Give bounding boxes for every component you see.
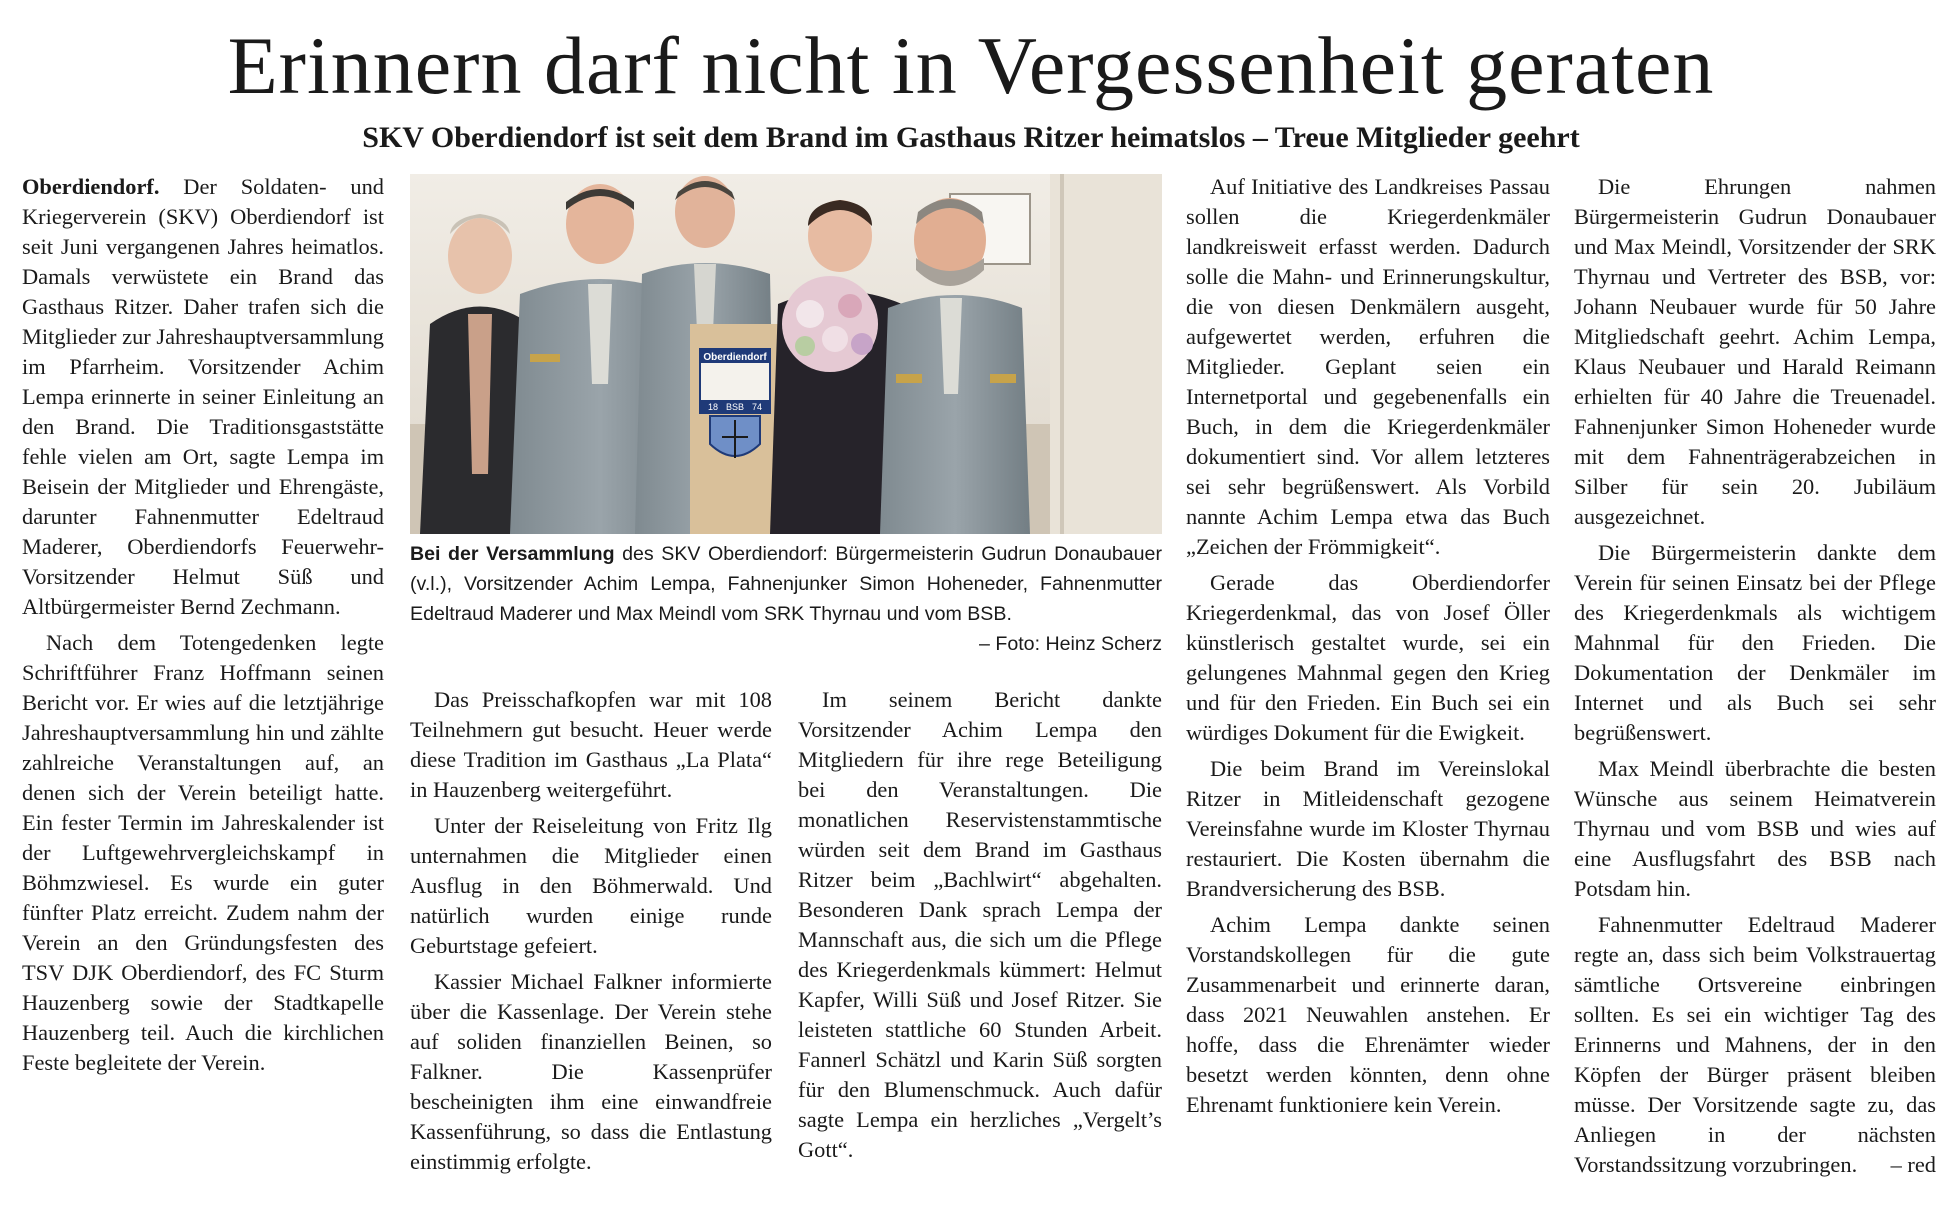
group-photo-illustration [410,174,1162,534]
stand-sign-place: Oberdiendorf [703,352,767,363]
paragraph [1574,910,1936,1180]
dateline-place: Oberdiendorf. [22,174,160,199]
column-4 [1186,172,1550,1126]
column-5 [1574,172,1936,1186]
paragraph-text: Der Soldaten- und Kriegerverein (SKV) Oberdiendorf ist seit Juni vergangenen Jahres heimatlos. Damals verwüstete ein Brand das Gasthaus Ritzer. Daher trafen sich die Mitglieder zur Jahreshauptversammlung im Pfarrheim. Vorsitzender Achim Lempa erinnerte in seiner Einleitung an den Brand. Die Traditionsgaststätte fehle vielen am Ort, sagte Lempa im Beisein der Mitglieder und Ehrengäste, darunter Fahnenmutter Edeltraud Maderer, Oberdiendorfs Feuerwehr-Vorsitzender Helmut Süß und Altbürgermeister Bernd Zechmann. [22,174,384,619]
paragraph: Nach dem Totengedenken legte Schriftführer Franz Hoffmann seinen Bericht vor. Er wies auf die letztjährige Jahreshauptversammlung hin und zählte zahlreiche Veranstaltungen auf, an denen sich der Verein beteiligt hatte. Ein fester Termin im Jahreskalender ist der Luftgewehrvergleichskampf in Böhmzwiesel. Es wurde ein guter fünfter Platz erreicht. Zudem nahm der Verein an den Gründungsfesten des TSV DJK Oberdiendorf, des FC Sturm Hauzenberg sowie der Stadtkapelle Hauzenberg teil. Auch die kirchlichen Feste begleitete der Verein. [22,630,384,1075]
paragraph: Unter der Reiseleitung von Fritz Ilg unternahmen die Mitglieder einen Ausflug in den Böhmerwald. Und natürlich wurden einige runde Geburtstage gefeiert. [410,813,772,958]
stand-sign-year-left: 18 [708,402,719,412]
paragraph: Max Meindl überbrachte die besten Wünsche aus seinem Heimatverein Thyrnau und vom BSB und wies auf eine Ausflugsfahrt des BSB nach Potsdam hin. [1574,756,1936,901]
paragraph: Die Bürgermeisterin dankte dem Verein für seinen Einsatz bei der Pflege des Kriegerdenkmals als wichtigem Mahnmal für den Frieden. Die Dokumentation der Denkmäler im Internet und als Buch sei sehr begrüßenswert. [1574,540,1936,745]
column-1 [22,172,384,1084]
photo-credit: – Foto: Heinz Scherz [979,633,1162,655]
paragraph [22,172,384,622]
photo-caption [410,539,1162,659]
paragraph: Das Preisschafkopfen war mit 108 Teilnehmern gut besucht. Heuer werde diese Tradition im Gasthaus „La Plata“ in Hauzenberg weitergeführt. [410,687,772,802]
paragraph: Gerade das Oberdiendorfer Kriegerdenkmal, das von Josef Öller künstlerisch gestaltet wurde, sei ein gelungenes Mahnmal gegen den Krieg und für den Frieden. Ein Buch sei ein würdiges Dokument für die Ewigkeit. [1186,570,1550,745]
caption-lead: Bei der Versammlung [410,543,615,565]
paragraph: Kassier Michael Falkner informierte über die Kassenlage. Der Verein stehe auf soliden finanziellen Beinen, so Falkner. Die Kassenprüfer bescheinigten ihm eine einwandfreie Kassenführung, so dass die Entlastung einstimmig erfolgte. [410,969,772,1174]
headline: Erinnern darf nicht in Vergessenheit geraten [227,20,1715,111]
paragraph: Die Ehrungen nahmen Bürgermeisterin Gudrun Donaubauer und Max Meindl, Vorsitzender der SRK Thyrnau und Vertreter des BSB, vor: Johann Neubauer wurde für 50 Jahre Mitgliedschaft geehrt. Achim Lempa, Klaus Neubauer und Harald Reimann erhielten für 40 Jahre die Treuenadel. Fahnenjunker Simon Hoheneder wurde mit dem Fahnenträgerabzeichen in Silber für sein 20. Jubiläum ausgezeichnet. [1574,174,1936,529]
paragraph: Achim Lempa dankte seinen Vorstandskollegen für die gute Zusammenarbeit und erinnerte daran, dass 2021 Neuwahlen anstehen. Er hoffe, dass die Ehrenämter wieder besetzt werden könnten, denn ohne Ehrenamt funktioniere kein Verein. [1186,912,1550,1117]
paragraph: Die beim Brand im Vereinslokal Ritzer in Mitleidenschaft gezogene Vereinsfahne wurde im Kloster Thyrnau restauriert. Die Kosten übernahm die Brandversicherung des BSB. [1186,756,1550,901]
caption-text: des SKV Oberdiendorf: Bürgermeisterin Gudrun Donaubauer (v.l.), Vorsitzender Achim Lempa, Fahnenjunker Simon Hoheneder, Fahnenmutter Edeltraud Maderer und Max Meindl vom SRK Thyrnau und vom BSB. [410,543,1162,625]
paragraph: Auf Initiative des Landkreises Passau sollen die Kriegerdenkmäler landkreisweit erfasst werden. Dadurch solle die Mahn- und Erinnerungskultur, die von diesen Denkmälern ausgeht, aufgewertet werden, erfuhren die Mitglieder. Geplant seien ein Internetportal und gegebenenfalls ein Buch, in dem die Kriegerdenkmäler dokumentiert sind. Vor allem letzteres sei sehr begrüßenswert. Als Vorbild nannte Achim Lempa etwa das Buch „Zeichen der Frömmigkeit“. [1186,174,1550,559]
author-signature: – red [1890,1152,1936,1177]
column-2 [410,685,772,1183]
stand-sign-org: BSB [725,402,745,412]
subheadline: SKV Oberdiendorf ist seit dem Brand im Gasthaus Ritzer heimatslos – Treue Mitglieder geehrt [362,121,1580,154]
article-photo [410,174,1162,534]
paragraph-text: Fahnenmutter Edeltraud Maderer regte an, dass sich beim Volkstrauertag sämtliche Ortsvereine einbringen sollten. Es sei ein wichtiger Tag des Erinnerns und Mahnens, der in den Köpfen der Bürger präsent bleiben müsse. Der Vorsitzende sagte zu, das Anliegen in der nächsten Vorstandssitzung vorzubringen. [1574,912,1936,1177]
column-3 [798,685,1162,1171]
stand-sign-year-right: 74 [751,402,762,412]
paragraph: Im seinem Bericht dankte Vorsitzender Achim Lempa den Mitgliedern für ihre rege Beteiligung bei den Veranstaltungen. Die monatlichen Reservistenstammtische würden seit dem Brand im Gasthaus Ritzer beim „Bachlwirt“ abgehalten. Besonderen Dank sprach Lempa der Mannschaft aus, die sich um die Pflege des Kriegerdenkmals kümmert: Helmut Kapfer, Willi Süß und Josef Ritzer. Sie leisteten stattliche 60 Stunden Arbeit. Fannerl Schätzl und Karin Süß sorgten für den Blumenschmuck. Auch dafür sagte Lempa ein herzliches „Vergelt’s Gott“. [798,687,1162,1162]
